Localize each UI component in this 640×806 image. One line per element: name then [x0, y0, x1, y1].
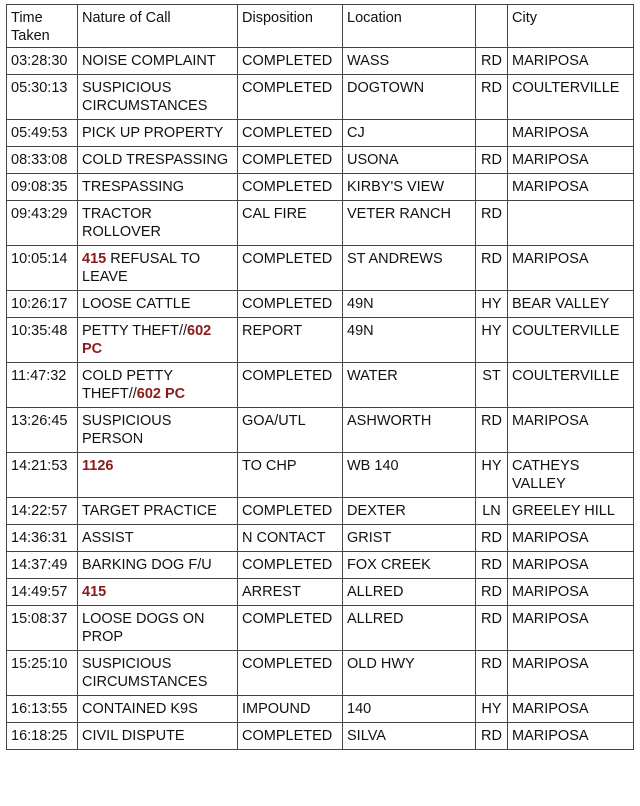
nature-text: ASSIST [82, 530, 134, 546]
table-row [7, 651, 634, 696]
nature-cell [78, 453, 238, 498]
suffix-cell: LN [476, 498, 508, 525]
time-cell: 13:26:45 [7, 408, 78, 453]
city-cell: CATHEYS VALLEY [508, 453, 634, 498]
table-row [7, 525, 634, 552]
disposition-cell: COMPLETED [238, 606, 343, 651]
city-cell: MARIPOSA [508, 408, 634, 453]
time-cell: 14:49:57 [7, 579, 78, 606]
location-cell: ALLRED [343, 606, 476, 651]
nature-cell [78, 606, 238, 651]
table-row [7, 48, 634, 75]
nature-cell [78, 363, 238, 408]
suffix-cell: RD [476, 75, 508, 120]
city-cell: GREELEY HILL [508, 498, 634, 525]
location-cell: ST ANDREWS [343, 246, 476, 291]
suffix-cell: RD [476, 147, 508, 174]
location-cell: WATER [343, 363, 476, 408]
city-cell [508, 201, 634, 246]
table-row [7, 120, 634, 147]
time-cell: 16:13:55 [7, 696, 78, 723]
disposition-cell: N CONTACT [238, 525, 343, 552]
city-cell: COULTERVILLE [508, 318, 634, 363]
nature-cell [78, 696, 238, 723]
disposition-cell: COMPLETED [238, 48, 343, 75]
header-city: City [508, 5, 634, 48]
table-row [7, 696, 634, 723]
header-nature: Nature of Call [78, 5, 238, 48]
nature-cell [78, 318, 238, 363]
nature-cell [78, 246, 238, 291]
nature-cell [78, 408, 238, 453]
nature-text: LOOSE CATTLE [82, 296, 191, 312]
time-cell: 10:05:14 [7, 246, 78, 291]
nature-text: SUSPICIOUS CIRCUMSTANCES [82, 80, 208, 114]
header-location: Location [343, 5, 476, 48]
time-cell: 14:22:57 [7, 498, 78, 525]
table-body [7, 48, 634, 750]
header-disposition: Disposition [238, 5, 343, 48]
location-cell: FOX CREEK [343, 552, 476, 579]
time-cell: 09:08:35 [7, 174, 78, 201]
nature-cell [78, 579, 238, 606]
disposition-cell: COMPLETED [238, 723, 343, 750]
city-cell: MARIPOSA [508, 552, 634, 579]
table-row [7, 363, 634, 408]
city-cell: MARIPOSA [508, 651, 634, 696]
city-cell: MARIPOSA [508, 147, 634, 174]
location-cell: WASS [343, 48, 476, 75]
disposition-cell: COMPLETED [238, 246, 343, 291]
time-cell: 10:35:48 [7, 318, 78, 363]
suffix-cell: HY [476, 696, 508, 723]
time-cell: 10:26:17 [7, 291, 78, 318]
time-cell: 05:30:13 [7, 75, 78, 120]
nature-cell [78, 75, 238, 120]
suffix-cell: RD [476, 579, 508, 606]
code-text: 415 [82, 251, 107, 267]
suffix-cell: RD [476, 201, 508, 246]
suffix-cell: RD [476, 246, 508, 291]
time-cell: 14:36:31 [7, 525, 78, 552]
disposition-cell: COMPLETED [238, 651, 343, 696]
table-row [7, 552, 634, 579]
time-cell: 16:18:25 [7, 723, 78, 750]
table-row [7, 498, 634, 525]
location-cell: 49N [343, 291, 476, 318]
suffix-cell: HY [476, 453, 508, 498]
suffix-cell: RD [476, 651, 508, 696]
table-row [7, 291, 634, 318]
time-cell: 05:49:53 [7, 120, 78, 147]
city-cell: MARIPOSA [508, 696, 634, 723]
time-cell: 03:28:30 [7, 48, 78, 75]
city-cell: MARIPOSA [508, 48, 634, 75]
time-cell: 11:47:32 [7, 363, 78, 408]
nature-cell [78, 723, 238, 750]
disposition-cell: COMPLETED [238, 174, 343, 201]
location-cell: KIRBY'S VIEW [343, 174, 476, 201]
table-row [7, 246, 634, 291]
nature-cell [78, 48, 238, 75]
table-row [7, 606, 634, 651]
location-cell: USONA [343, 147, 476, 174]
location-cell: GRIST [343, 525, 476, 552]
location-cell: OLD HWY [343, 651, 476, 696]
nature-text: SUSPICIOUS CIRCUMSTANCES [82, 656, 208, 690]
disposition-cell: IMPOUND [238, 696, 343, 723]
table-row [7, 174, 634, 201]
code-text: 602 PC [136, 386, 186, 402]
disposition-cell: COMPLETED [238, 75, 343, 120]
table-row [7, 408, 634, 453]
suffix-cell [476, 174, 508, 201]
nature-text: TRESPASSING [82, 179, 185, 195]
table-row [7, 579, 634, 606]
city-cell: COULTERVILLE [508, 75, 634, 120]
city-cell: MARIPOSA [508, 174, 634, 201]
code-text: 1126 [82, 458, 114, 474]
city-cell: MARIPOSA [508, 723, 634, 750]
nature-cell [78, 525, 238, 552]
nature-text: COLD TRESPASSING [82, 152, 229, 168]
location-cell: WB 140 [343, 453, 476, 498]
disposition-cell: CAL FIRE [238, 201, 343, 246]
city-cell: MARIPOSA [508, 120, 634, 147]
disposition-cell: COMPLETED [238, 120, 343, 147]
location-cell: 49N [343, 318, 476, 363]
nature-cell [78, 120, 238, 147]
nature-text: CONTAINED K9S [82, 701, 198, 717]
table-row [7, 147, 634, 174]
city-cell: MARIPOSA [508, 606, 634, 651]
location-cell: 140 [343, 696, 476, 723]
location-cell: DOGTOWN [343, 75, 476, 120]
nature-text: NOISE COMPLAINT [82, 53, 216, 69]
nature-cell [78, 498, 238, 525]
time-cell: 14:21:53 [7, 453, 78, 498]
suffix-cell: RD [476, 48, 508, 75]
table-row [7, 723, 634, 750]
location-cell: CJ [343, 120, 476, 147]
time-cell: 15:25:10 [7, 651, 78, 696]
disposition-cell: COMPLETED [238, 291, 343, 318]
nature-text: PICK UP PROPERTY [82, 125, 224, 141]
time-cell: 15:08:37 [7, 606, 78, 651]
suffix-cell: RD [476, 606, 508, 651]
nature-text: REFUSAL TO LEAVE [82, 251, 201, 285]
suffix-cell: RD [476, 552, 508, 579]
suffix-cell: RD [476, 525, 508, 552]
location-cell: DEXTER [343, 498, 476, 525]
header-time: Time Taken [7, 5, 78, 48]
table-row [7, 201, 634, 246]
suffix-cell: RD [476, 723, 508, 750]
header-suffix [476, 5, 508, 48]
nature-cell [78, 174, 238, 201]
nature-text: TARGET PRACTICE [82, 503, 217, 519]
nature-text: TRACTOR ROLLOVER [82, 206, 161, 240]
city-cell: BEAR VALLEY [508, 291, 634, 318]
nature-text: COLD PETTY THEFT// [82, 368, 173, 402]
nature-text: PETTY THEFT// [82, 323, 188, 339]
city-cell: COULTERVILLE [508, 363, 634, 408]
nature-text: SUSPICIOUS PERSON [82, 413, 172, 447]
disposition-cell: COMPLETED [238, 147, 343, 174]
disposition-cell: COMPLETED [238, 363, 343, 408]
disposition-cell: TO CHP [238, 453, 343, 498]
table-row [7, 453, 634, 498]
time-cell: 08:33:08 [7, 147, 78, 174]
header-row [7, 5, 634, 48]
nature-cell [78, 552, 238, 579]
table-row [7, 318, 634, 363]
disposition-cell: COMPLETED [238, 498, 343, 525]
nature-text: CIVIL DISPUTE [82, 728, 185, 744]
city-cell: MARIPOSA [508, 246, 634, 291]
nature-text: LOOSE DOGS ON PROP [82, 611, 205, 645]
suffix-cell: HY [476, 291, 508, 318]
suffix-cell: RD [476, 408, 508, 453]
disposition-cell: COMPLETED [238, 552, 343, 579]
suffix-cell: HY [476, 318, 508, 363]
location-cell: ASHWORTH [343, 408, 476, 453]
location-cell: SILVA [343, 723, 476, 750]
city-cell: MARIPOSA [508, 525, 634, 552]
code-text: 602 PC [82, 323, 212, 357]
code-text: 415 [82, 584, 107, 600]
location-cell: ALLRED [343, 579, 476, 606]
time-cell: 09:43:29 [7, 201, 78, 246]
nature-cell [78, 651, 238, 696]
city-cell: MARIPOSA [508, 579, 634, 606]
disposition-cell: GOA/UTL [238, 408, 343, 453]
call-log-table [6, 4, 634, 750]
nature-cell [78, 291, 238, 318]
time-cell: 14:37:49 [7, 552, 78, 579]
table-row [7, 75, 634, 120]
suffix-cell [476, 120, 508, 147]
location-cell: VETER RANCH [343, 201, 476, 246]
nature-cell [78, 147, 238, 174]
disposition-cell: REPORT [238, 318, 343, 363]
nature-cell [78, 201, 238, 246]
disposition-cell: ARREST [238, 579, 343, 606]
nature-text: BARKING DOG F/U [82, 557, 212, 573]
suffix-cell: ST [476, 363, 508, 408]
